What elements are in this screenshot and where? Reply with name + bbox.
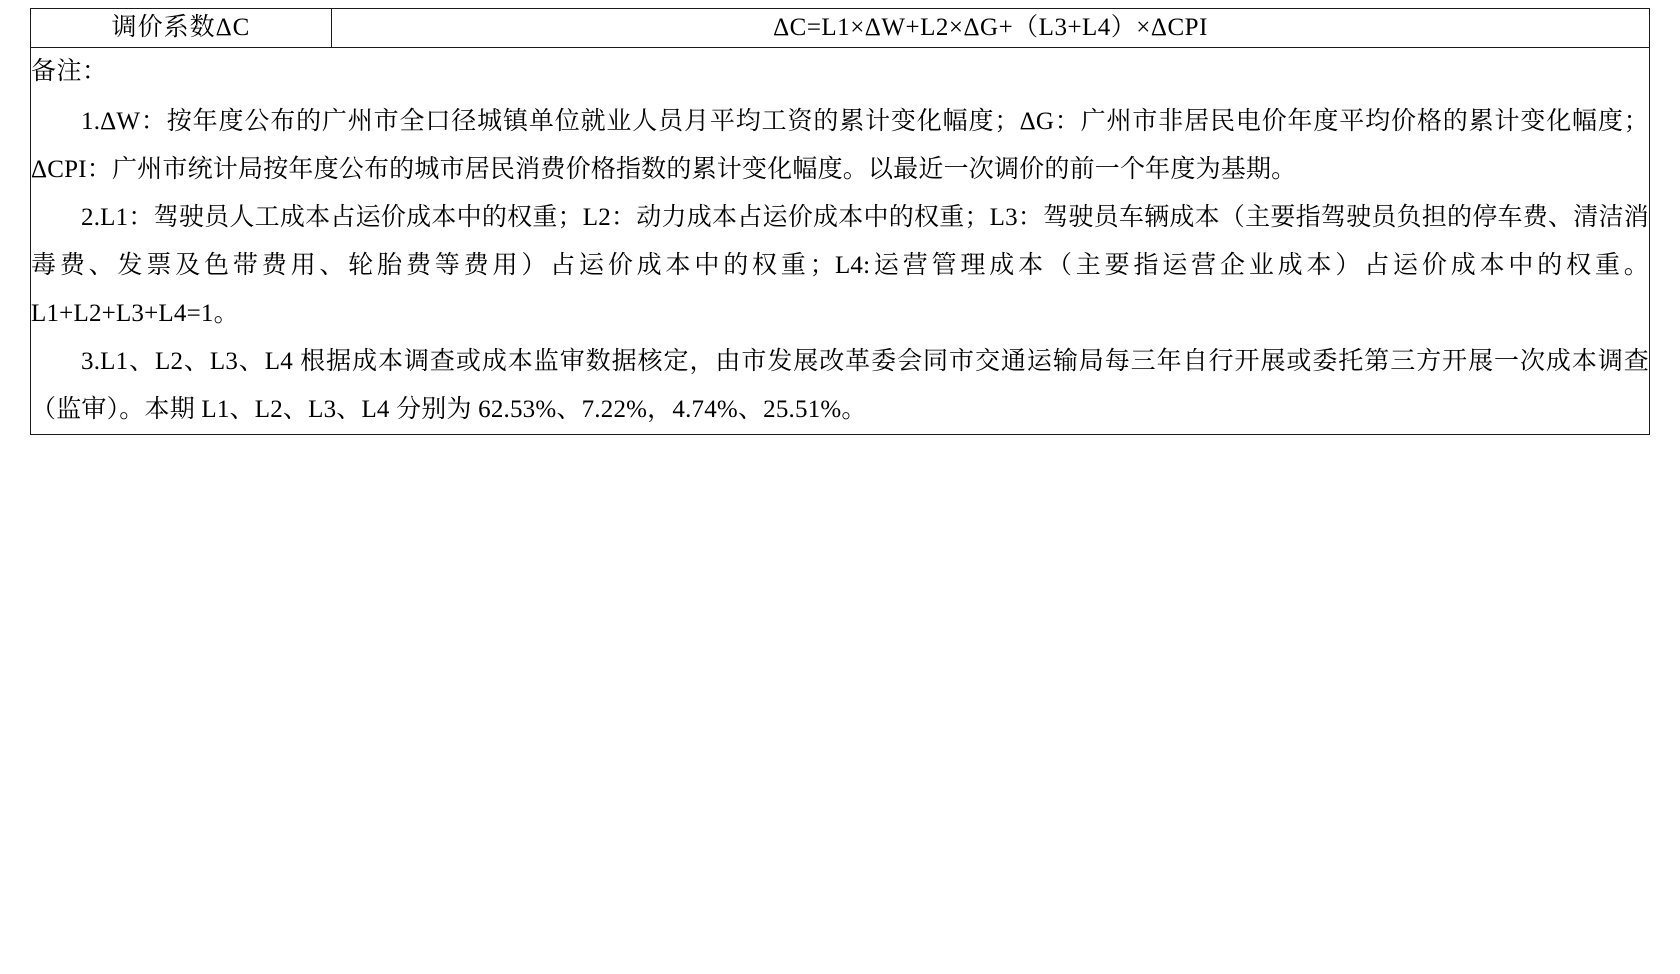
table-row-formula (31, 9, 1650, 48)
note-item-2: 2.L1：驾驶员人工成本占运价成本中的权重；L2：动力成本占运价成本中的权重；L3：驾驶员车辆成本（主要指驾驶员负担的停车费、清洁消毒费、发票及色带费用、轮胎费等费用）占运价成本中的权重；L4:运营管理成本（主要指运营企业成本）占运价成本中的权重。L1+L2+L3+L4=1。 (31, 203, 1649, 327)
note-item-3: 3.L1、L2、L3、L4 根据成本调查或成本监审数据核定，由市发展改革委会同市交通运输局每三年自行开展或委托第三方开展一次成本调查（监审）。本期 L1、L2、L3、L4 分别为 62.53%、7.22%，4.74%、25.51%。 (31, 347, 1649, 423)
notes-cell (31, 47, 1650, 434)
table-row-notes (31, 47, 1650, 434)
coefficient-formula-cell: ΔC=L1×ΔW+L2×ΔG+（L3+L4）×ΔCPI (332, 9, 1650, 48)
coefficient-label-cell: 调价系数ΔC (31, 9, 332, 48)
price-adjustment-table (30, 8, 1650, 435)
note-item-1: 1.ΔW：按年度公布的广州市全口径城镇单位就业人员月平均工资的累计变化幅度；ΔG：广州市非居民电价年度平均价格的累计变化幅度；ΔCPI：广州市统计局按年度公布的城市居民消费价格指数的累计变化幅度。以最近一次调价的前一个年度为基期。 (31, 107, 1649, 183)
notes-heading: 备注： (31, 57, 108, 85)
